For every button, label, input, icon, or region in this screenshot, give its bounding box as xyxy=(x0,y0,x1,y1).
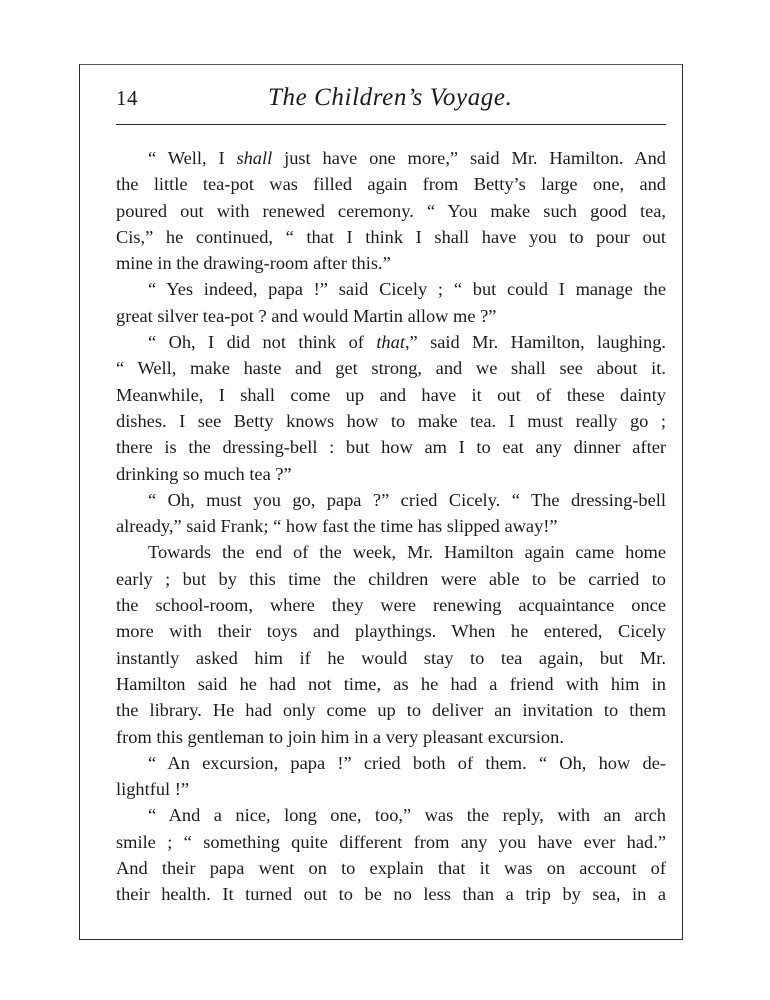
text-line: there is the dressing-bell : but how am I to eat any dinner after xyxy=(116,437,666,458)
text-line: already,” said Frank; “ how fast the time has slipped away!” xyxy=(116,516,558,537)
text-line: great silver tea-pot ? and would Martin allow me ?” xyxy=(116,305,497,326)
text-line: “ And a nice, long one, too,” was the reply, with an arch xyxy=(148,805,666,826)
running-title: The Children’s Voyage. xyxy=(268,84,513,111)
text-line: the library. He had only come up to deliver an invitation to them xyxy=(116,700,666,721)
text-line: mine in the drawing-room after this.” xyxy=(116,253,391,274)
text-line: poured out with renewed ceremony. “ You make such good tea, xyxy=(116,200,666,221)
text-line: more with their toys and playthings. When he entered, Cicely xyxy=(116,621,666,642)
text-line: “ Oh, I did not think of that,” said Mr. Hamilton, laughing. xyxy=(148,332,667,353)
text-line: Cis,” he continued, “ that I think I shall have you to pour out xyxy=(116,226,666,247)
text-line: Hamilton said he had not time, as he had a friend with him in xyxy=(116,673,666,694)
page-number: 14 xyxy=(116,86,138,110)
text-line: And their papa went on to explain that it was on account of xyxy=(116,858,666,879)
header-rule xyxy=(116,124,666,125)
text-line: dishes. I see Betty knows how to make tea. I must really go ; xyxy=(116,410,666,431)
text-line: early ; but by this time the children were able to be carried to xyxy=(116,568,666,589)
text-line: “ Yes indeed, papa !” said Cicely ; “ but could I manage the xyxy=(148,279,666,300)
body-text xyxy=(116,145,666,908)
text-line: “ Well, make haste and get strong, and we shall see about it. xyxy=(116,358,666,379)
text-line: smile ; “ something quite different from any you have ever had.” xyxy=(116,831,666,852)
text-line: the school-room, where they were renewing acquaintance once xyxy=(116,595,666,616)
text-line: Meanwhile, I shall come up and have it out of these dainty xyxy=(116,384,666,405)
text-line: “ Well, I shall just have one more,” said Mr. Hamilton. And xyxy=(148,148,666,168)
text-line: lightful !” xyxy=(116,779,190,800)
text-line: drinking so much tea ?” xyxy=(116,463,292,484)
text-line: their health. It turned out to be no less than a trip by sea, in a xyxy=(116,884,666,905)
text-line: the little tea-pot was filled again from Betty’s large one, and xyxy=(116,174,666,195)
text-line: Towards the end of the week, Mr. Hamilton again came home xyxy=(148,542,666,563)
text-line: instantly asked him if he would stay to tea again, but Mr. xyxy=(116,647,666,668)
text-line: “ Oh, must you go, papa ?” cried Cicely. “ The dressing-bell xyxy=(148,489,666,510)
text-line: “ An excursion, papa !” cried both of them. “ Oh, how de- xyxy=(148,752,666,773)
text-line: from this gentleman to join him in a very pleasant excursion. xyxy=(116,726,564,747)
page-header xyxy=(116,78,666,122)
